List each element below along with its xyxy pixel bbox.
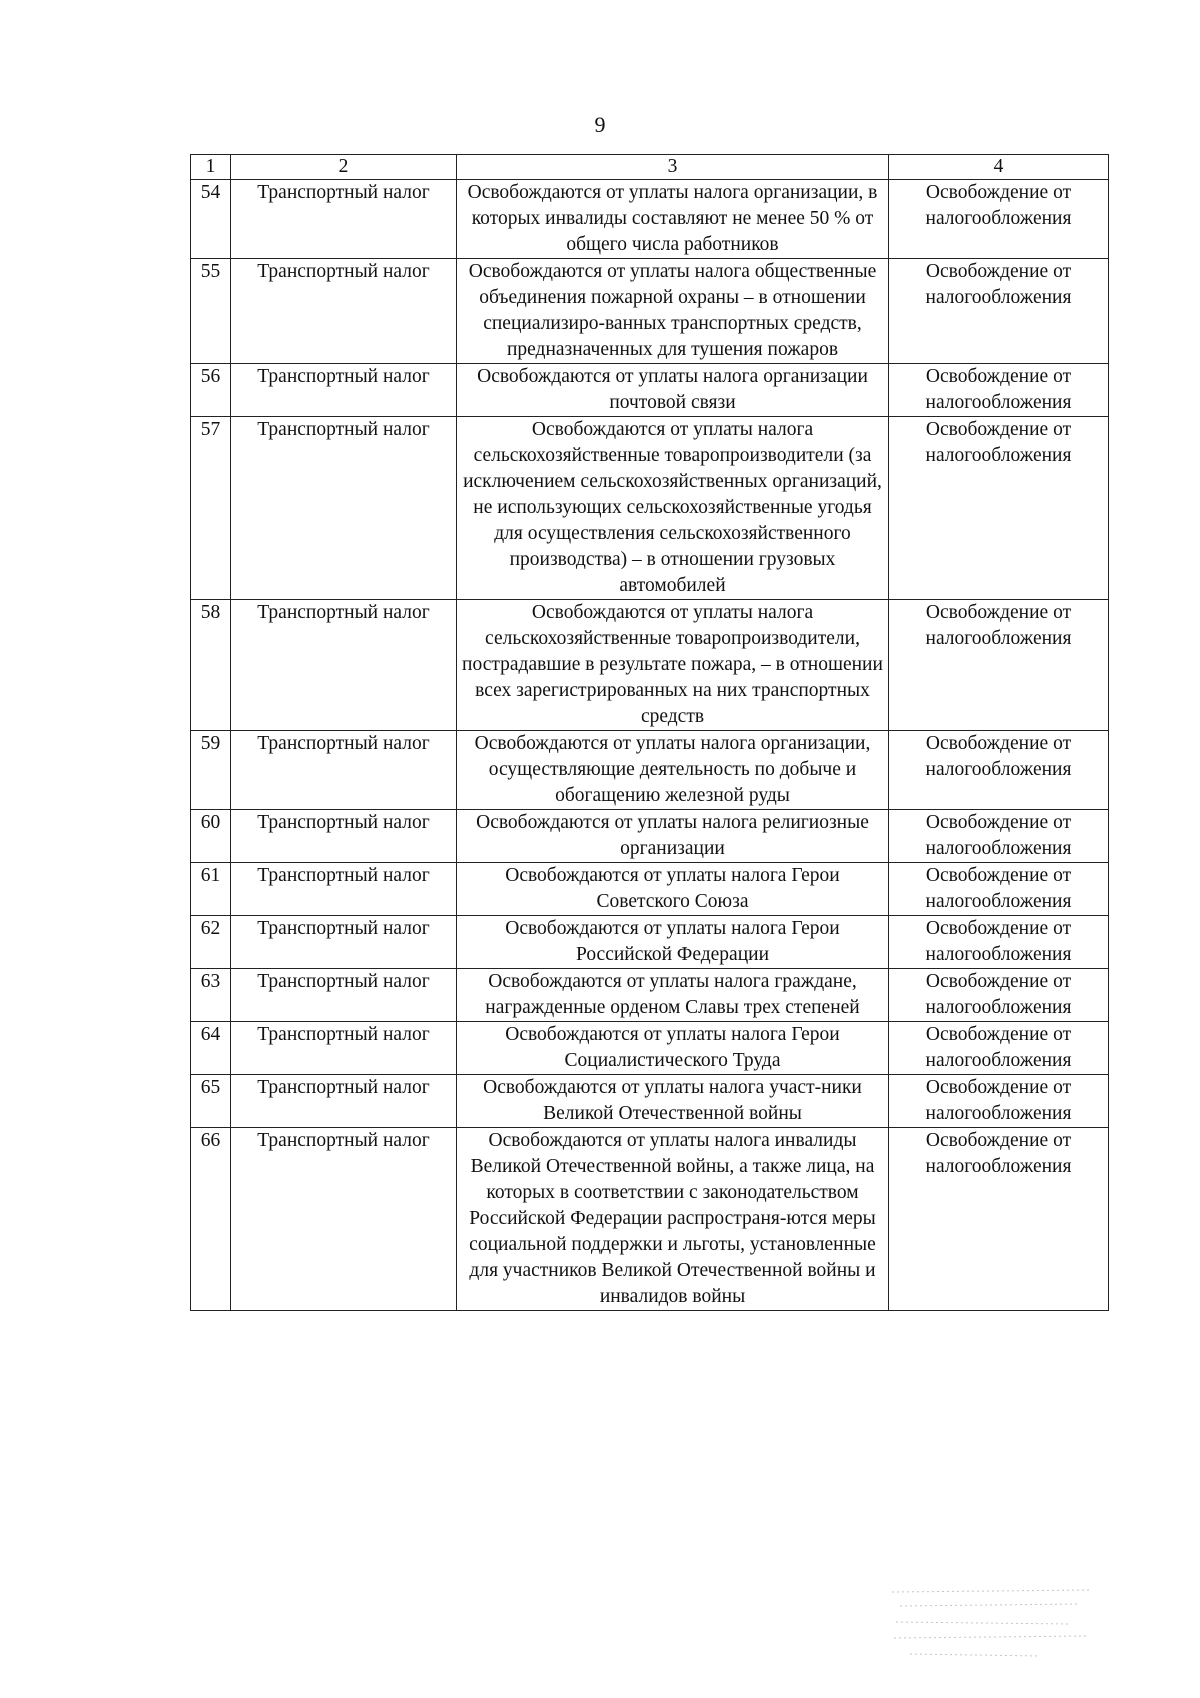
row-number: 60 bbox=[191, 810, 231, 863]
table-row bbox=[191, 810, 1109, 863]
scan-stamp-mark bbox=[890, 1586, 1095, 1660]
tax-name: Транспортный налог bbox=[231, 1022, 457, 1075]
table-row bbox=[191, 1022, 1109, 1075]
benefit-description: Освобождаются от уплаты налога Герои Российской Федерации bbox=[457, 916, 889, 969]
benefit-type: Освобождение от налогообложения bbox=[889, 969, 1109, 1022]
benefit-type: Освобождение от налогообложения bbox=[889, 863, 1109, 916]
benefit-type: Освобождение от налогообложения bbox=[889, 1022, 1109, 1075]
benefit-type: Освобождение от налогообложения bbox=[889, 731, 1109, 810]
tax-name: Транспортный налог bbox=[231, 863, 457, 916]
tax-name: Транспортный налог bbox=[231, 1128, 457, 1311]
benefits-table bbox=[190, 154, 1109, 1311]
benefit-type: Освобождение от налогообложения bbox=[889, 600, 1109, 731]
table-row bbox=[191, 916, 1109, 969]
tax-name: Транспортный налог bbox=[231, 417, 457, 600]
tax-name: Транспортный налог bbox=[231, 600, 457, 731]
tax-name: Транспортный налог bbox=[231, 810, 457, 863]
row-number: 54 bbox=[191, 180, 231, 259]
row-number: 58 bbox=[191, 600, 231, 731]
row-number: 66 bbox=[191, 1128, 231, 1311]
table-row bbox=[191, 417, 1109, 600]
row-number: 62 bbox=[191, 916, 231, 969]
tax-name: Транспортный налог bbox=[231, 180, 457, 259]
tax-name: Транспортный налог bbox=[231, 969, 457, 1022]
table-row bbox=[191, 600, 1109, 731]
row-number: 56 bbox=[191, 364, 231, 417]
table-row bbox=[191, 364, 1109, 417]
column-header: 4 bbox=[889, 155, 1109, 180]
table-row bbox=[191, 731, 1109, 810]
tax-name: Транспортный налог bbox=[231, 1075, 457, 1128]
benefit-description: Освобождаются от уплаты налога общественные объединения пожарной охраны – в отношении специализиро-ванных транспортных средств, предназначенных для тушения пожаров bbox=[457, 259, 889, 364]
benefit-type: Освобождение от налогообложения bbox=[889, 810, 1109, 863]
tax-name: Транспортный налог bbox=[231, 259, 457, 364]
row-number: 64 bbox=[191, 1022, 231, 1075]
table-row bbox=[191, 1075, 1109, 1128]
column-header: 2 bbox=[231, 155, 457, 180]
benefit-type: Освобождение от налогообложения bbox=[889, 259, 1109, 364]
row-number: 65 bbox=[191, 1075, 231, 1128]
benefit-description: Освобождаются от уплаты налога Герои Социалистического Труда bbox=[457, 1022, 889, 1075]
benefit-type: Освобождение от налогообложения bbox=[889, 1075, 1109, 1128]
row-number: 61 bbox=[191, 863, 231, 916]
benefit-description: Освобождаются от уплаты налога организации, осуществляющие деятельность по добыче и обогащению железной руды bbox=[457, 731, 889, 810]
benefit-description: Освобождаются от уплаты налога религиозные организации bbox=[457, 810, 889, 863]
table-row bbox=[191, 969, 1109, 1022]
benefit-description: Освобождаются от уплаты налога участ-ники Великой Отечественной войны bbox=[457, 1075, 889, 1128]
benefit-description: Освобождаются от уплаты налога организации почтовой связи bbox=[457, 364, 889, 417]
page-number: 9 bbox=[594, 112, 606, 137]
tax-name: Транспортный налог bbox=[231, 731, 457, 810]
benefit-type: Освобождение от налогообложения bbox=[889, 364, 1109, 417]
table-row bbox=[191, 1128, 1109, 1311]
benefit-type: Освобождение от налогообложения bbox=[889, 417, 1109, 600]
benefit-description: Освобождаются от уплаты налога организации, в которых инвалиды составляют не менее 50 % от общего числа работников bbox=[457, 180, 889, 259]
column-header: 3 bbox=[457, 155, 889, 180]
row-number: 57 bbox=[191, 417, 231, 600]
tax-name: Транспортный налог bbox=[231, 916, 457, 969]
table-row bbox=[191, 180, 1109, 259]
row-number: 59 bbox=[191, 731, 231, 810]
row-number: 63 bbox=[191, 969, 231, 1022]
benefit-description: Освобождаются от уплаты налога сельскохозяйственные товаропроизводители (за исключением сельскохозяйственных организаций, не использующих сельскохозяйственные угодья для осуществления сельскохозяйственного производства) – в отношении грузовых автомобилей bbox=[457, 417, 889, 600]
benefit-type: Освобождение от налогообложения bbox=[889, 180, 1109, 259]
table-row bbox=[191, 259, 1109, 364]
table-header-row bbox=[191, 155, 1109, 180]
row-number: 55 bbox=[191, 259, 231, 364]
benefit-type: Освобождение от налогообложения bbox=[889, 916, 1109, 969]
benefit-description: Освобождаются от уплаты налога граждане, награжденные орденом Славы трех степеней bbox=[457, 969, 889, 1022]
benefit-description: Освобождаются от уплаты налога сельскохозяйственные товаропроизводители, пострадавшие в результате пожара, – в отношении всех зарегистрированных на них транспортных средств bbox=[457, 600, 889, 731]
table-row bbox=[191, 863, 1109, 916]
benefit-description: Освобождаются от уплаты налога инвалиды Великой Отечественной войны, а также лица, на которых в соответствии с законодательством Российской Федерации распространя-ются меры социальной поддержки и льготы, установленные для участников Великой Отечественной войны и инвалидов войны bbox=[457, 1128, 889, 1311]
benefit-type: Освобождение от налогообложения bbox=[889, 1128, 1109, 1311]
tax-name: Транспортный налог bbox=[231, 364, 457, 417]
column-header: 1 bbox=[191, 155, 231, 180]
benefit-description: Освобождаются от уплаты налога Герои Советского Союза bbox=[457, 863, 889, 916]
